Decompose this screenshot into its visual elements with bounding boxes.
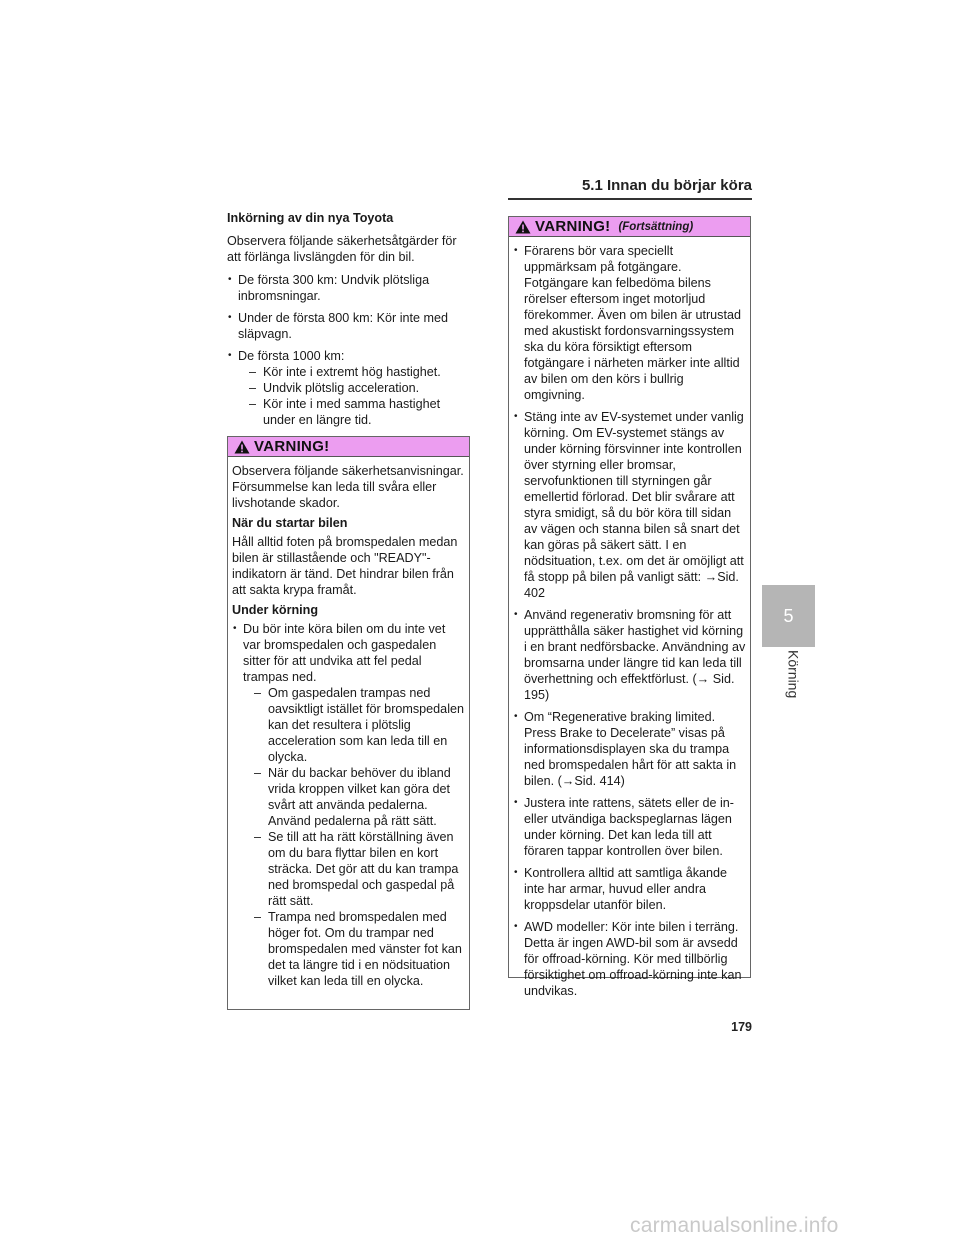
chapter-tab-label: [762, 650, 815, 720]
list-item: • Justera inte rattens, sätets eller de in- eller utvändiga backspeglarnas lägen under körning. Det kan leda till att föraren tappar kontrollen över bilen.: [513, 795, 746, 859]
sub-list-item: – Undvik plötslig acceleration.: [238, 380, 470, 396]
chapter-tab-label-text: Körning: [785, 650, 802, 699]
list-item: • Förarens bör vara speciellt uppmärksam på fotgängare. Fotgängare kan felbedöma bilens rörelser eftersom inget motorljud förekommer. Även om bilen är utrustad med akustiskt fordonsvarningssystem ska du köra försiktigt eftersom fotgängare i närheten märker inte alltid av bilen om den körs i bullrig omgivning.: [513, 243, 746, 403]
break-in-intro: Observera följande säkerhetsåtgärder för att förlänga livslängden för din bil.: [227, 234, 457, 264]
watermark: carmanualsonline.info: [630, 1214, 839, 1237]
sub-list: [243, 685, 465, 989]
warning-box: [227, 436, 470, 1010]
sub-list: [238, 364, 470, 428]
sub-list-item: – Kör inte i extremt hög hastighet.: [238, 364, 470, 380]
sub-list-item: – Trampa ned bromspedalen med höger fot. Om du trampar ned bromspedalen med vänster fot kan det ta längre tid i en nödsituation vilket kan leda till en olycka.: [243, 909, 465, 989]
sub-list-item: – Se till att ha rätt körställning även om du bara flyttar bilen en kort sträcka. Det gör att du kan trampa ned bromspedal och gaspedal på rätt sätt.: [243, 829, 465, 909]
list-item-text: De första 300 km: Undvik plötsliga inbromsningar.: [238, 273, 430, 303]
warning-body: [228, 457, 469, 999]
warning-triangle-icon: [234, 440, 250, 454]
left-column: [227, 210, 470, 434]
warning-title: VARNING!: [254, 438, 330, 455]
list-item: • Kontrollera alltid att samtliga åkande inte har armar, huvud eller andra kroppsdelar utanför bilen.: [513, 865, 746, 913]
chapter-tab-number: 5: [762, 585, 815, 647]
warning-driving-list: [232, 621, 465, 989]
break-in-heading: Inkörning av din nya Toyota: [227, 211, 394, 225]
list-item-text: De första 1000 km:: [238, 349, 345, 363]
warning-start-text: Håll alltid foten på bromspedalen medan bilen är stillastående och "READY"-indikatorn är tänd. Det hindrar bilen från att sakta krypa framåt.: [232, 535, 458, 597]
list-item: • Stäng inte av EV-systemet under vanlig körning. Om EV-systemet stängs av under körning försvinner inte kontrollen över styrning eller bromsar, servofunktionen till styrningen går emellertid förlorad. Det blir svårare att styra smidigt, så du bör köra till sidan av vägen och stanna bilen så snart det kan göras på säkert sätt. I en nödsituation, t.ex. om det är omöjligt att få stopp på bilen på vanligt sätt: →Sid. 402: [513, 409, 746, 601]
break-in-list: [227, 272, 470, 428]
list-item: [232, 621, 465, 989]
sub-list-item: – Om gaspedalen trampas ned oavsiktligt istället för bromspedalen kan det resultera i plötslig acceleration som kan leda till en olycka.: [243, 685, 465, 765]
list-item-text: Under de första 800 km: Kör inte med släpvagn.: [238, 311, 448, 341]
list-item: • Använd regenerativ bromsning för att upprätthålla säker hastighet vid körning i en brant nedförsbacke. Användning av bromsarna under längre tid kan leda till överhettning och effektförlust. (→ Sid. 195): [513, 607, 746, 703]
warning-continued-label: (Fortsättning): [618, 220, 694, 233]
warning-list: [513, 243, 746, 999]
list-item: [227, 348, 470, 428]
warning-intro: Observera följande säkerhetsanvisningar. Försummelse kan leda till svåra eller livshotande skador.: [232, 464, 464, 510]
header-divider: [508, 198, 752, 200]
list-item: [227, 272, 470, 304]
list-item: [227, 310, 470, 342]
warning-box-continued: [508, 216, 751, 998]
section-title: 5.1 Innan du börjar köra: [581, 177, 752, 194]
list-item: • Om “Regenerative braking limited. Press Brake to Decelerate” visas på informationsdisplayen ska du trampa ned bromspedalen hårt för att sakta in bilen. (→Sid. 414): [513, 709, 746, 789]
warning-header: [228, 437, 469, 457]
warning-subheading-driving: Under körning: [232, 603, 319, 617]
warning-header: [509, 217, 750, 237]
warning-body: [509, 237, 750, 1009]
warning-triangle-icon: [515, 220, 531, 234]
sub-list-item: – Kör inte i med samma hastighet under en längre tid.: [238, 396, 470, 428]
list-item: • AWD modeller: Kör inte bilen i terräng. Detta är ingen AWD-bil som är avsedd för offroad-körning. Kör med tillbörlig försiktighet om offroad-körning inte kan undvikas.: [513, 919, 746, 999]
warning-subheading-start: När du startar bilen: [232, 516, 348, 530]
warning-title: VARNING!: [535, 218, 611, 235]
sub-list-item: – När du backar behöver du ibland vrida kroppen vilket kan göra det svårt att använda pedalerna. Använd pedalerna på rätt sätt.: [243, 765, 465, 829]
page-number: 179: [731, 1020, 752, 1034]
list-item-text: Du bör inte köra bilen om du inte vet var bromspedalen och gaspedalen sitter för att undvika att fel pedal trampas ned.: [243, 622, 446, 684]
